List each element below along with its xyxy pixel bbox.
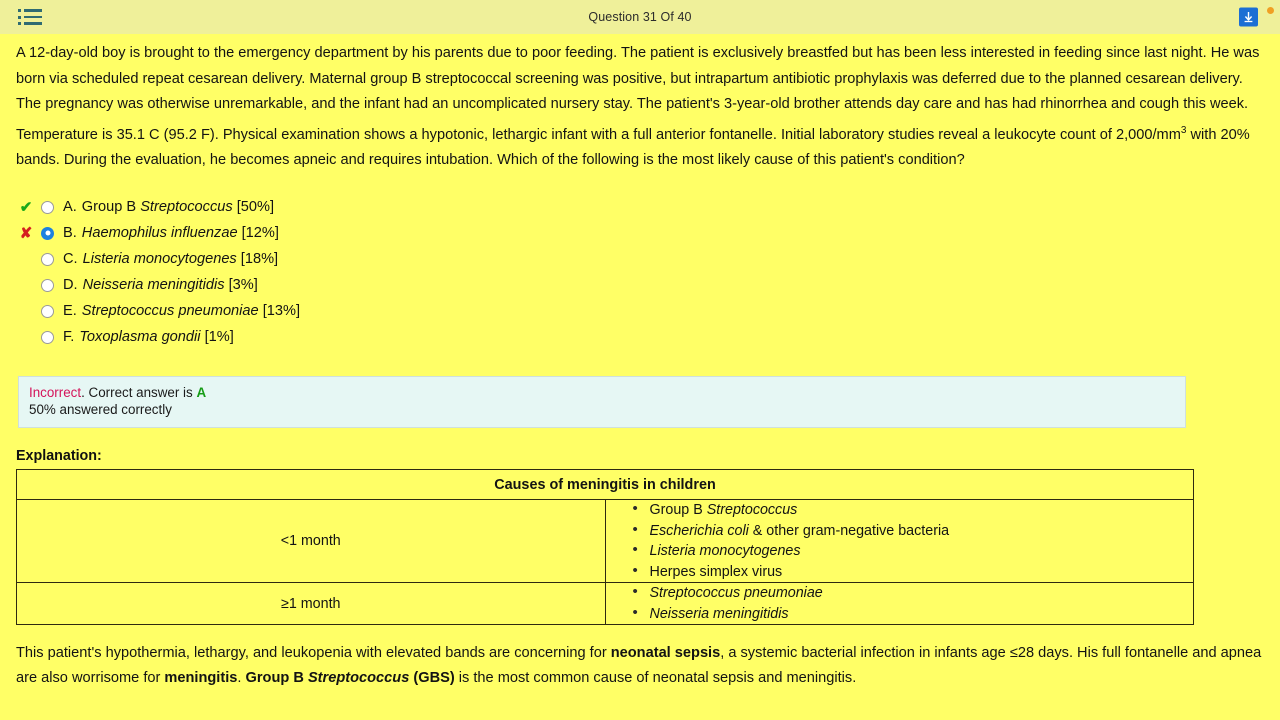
answer-choice-label xyxy=(63,303,300,319)
choice-letter: E. xyxy=(63,303,77,320)
answer-choice-label xyxy=(63,251,278,267)
result-correct-letter: A xyxy=(196,385,207,401)
result-feedback-box xyxy=(18,376,1186,428)
choice-percent: [3%] xyxy=(224,277,258,294)
menu-dot xyxy=(18,22,21,25)
choice-percent: [1%] xyxy=(200,329,234,346)
radio-d[interactable] xyxy=(41,279,54,292)
closing-bold-neonatal-sepsis: neonatal sepsis xyxy=(610,645,721,662)
answer-choice-label xyxy=(63,277,258,293)
pathogen-list xyxy=(606,500,1194,582)
result-stat: 50% answered correctly xyxy=(29,402,172,418)
age-group-cell: ≥1 month xyxy=(17,583,606,625)
menu-bar xyxy=(24,9,42,12)
stem-superscript: 3 xyxy=(1180,124,1187,136)
answer-choice-c[interactable] xyxy=(16,246,1264,272)
answer-choice-label xyxy=(63,329,234,345)
closing-seg-4: is the most common cause of neonatal sepsis and meningitis. xyxy=(454,670,857,687)
pathogen-text-organism: Escherichia coli xyxy=(649,522,749,539)
radio-f[interactable] xyxy=(41,331,54,344)
question-stem xyxy=(16,34,1264,173)
list-item xyxy=(650,562,1194,583)
list-item xyxy=(650,604,1194,625)
closing-seg-2: , a systemic bacterial infection in infants age ≤28 days. His full fontanelle and apnea are also worrisome for xyxy=(16,645,1262,687)
menu-bar xyxy=(24,22,42,25)
radio-c[interactable] xyxy=(41,253,54,266)
question-content xyxy=(0,34,1280,691)
answer-choice-f[interactable] xyxy=(16,324,1264,350)
stem-part-1: A 12-day-old boy is brought to the emergency department by his parents due to poor feeding. The patient is exclusively breastfed but has been less interested in feeding since last night. He was born via scheduled repeat cesarean delivery. Maternal group B streptococcal screening was positive, but intrapartum antibiotic prophylaxis was deferred due to the planned cesarean delivery. The pregnancy was otherwise unremarkable, and the infant had an uncomplicated nursery stay. The patient's 3-year-old brother attends day care and has had rhinorrhea and cough this week. Temperature is 35.1 C (95.2 F). Physical examination shows a hypotonic, lethargic infant with a full anterior fontanelle. Initial laboratory studies reveal a leukocyte count of 2,000/mm xyxy=(16,45,1260,143)
closing-bold-gbs: (GBS) xyxy=(409,670,455,687)
incorrect-cross-icon: ✘ xyxy=(19,225,33,243)
closing-bold-meningitis: meningitis xyxy=(164,670,238,687)
choice-letter: D. xyxy=(63,277,78,294)
choice-text-organism: Haemophilus influenzae xyxy=(81,225,238,242)
causes-table xyxy=(16,469,1194,625)
choice-letter: A. xyxy=(63,199,77,216)
choice-letter: C. xyxy=(63,251,78,268)
pathogen-text-organism: Streptococcus pneumoniae xyxy=(649,585,823,602)
table-row xyxy=(17,500,1194,583)
choice-letter: F. xyxy=(63,329,75,346)
list-item xyxy=(650,583,1194,604)
explanation-label: Explanation: xyxy=(16,448,102,465)
closing-seg-3: . xyxy=(237,670,246,687)
choice-text-plain: Group B xyxy=(81,199,141,216)
pathogen-text-organism: Streptococcus xyxy=(706,502,798,519)
choice-percent: [50%] xyxy=(232,199,275,216)
table-row xyxy=(17,583,1194,625)
list-menu-icon[interactable] xyxy=(18,9,42,25)
menu-dot xyxy=(18,16,21,19)
answer-choice-label xyxy=(63,199,274,215)
list-item xyxy=(650,521,1194,542)
closing-paragraph xyxy=(16,641,1264,691)
choice-letter: B. xyxy=(63,225,77,242)
choice-percent: [18%] xyxy=(236,251,279,268)
radio-e[interactable] xyxy=(41,305,54,318)
answer-choices xyxy=(16,194,1264,350)
stem-part-2: with 20% bands. During the evaluation, he becomes apneic and requires intubation. Which of the following is the most likely cause of this patient's condition? xyxy=(16,126,1250,168)
answer-choice-a[interactable] xyxy=(16,194,1264,220)
answer-choice-label xyxy=(63,225,279,241)
menu-bar xyxy=(24,16,42,19)
pathogen-text-organism: Neisseria meningitidis xyxy=(649,605,789,622)
result-line xyxy=(29,384,1175,401)
pathogen-text-plain: Group B xyxy=(649,502,707,519)
list-item xyxy=(650,500,1194,521)
radio-a[interactable] xyxy=(41,201,54,214)
pathogen-list-cell xyxy=(605,500,1194,583)
correct-check-icon: ✔ xyxy=(19,199,33,217)
closing-bold-group-b: Group B xyxy=(245,670,308,687)
choice-text-organism: Neisseria meningitidis xyxy=(82,277,225,294)
top-bar xyxy=(0,0,1280,34)
pathogen-text-after: & other gram-negative bacteria xyxy=(748,522,950,539)
choice-text-organism: Streptococcus xyxy=(140,199,233,216)
answer-choice-b[interactable] xyxy=(16,220,1264,246)
result-status: Incorrect xyxy=(29,385,82,401)
table-title: Causes of meningitis in children xyxy=(17,470,1194,500)
pathogen-text-organism: Listeria monocytogenes xyxy=(649,543,801,560)
answer-choice-d[interactable] xyxy=(16,272,1264,298)
choice-text-organism: Streptococcus pneumoniae xyxy=(81,303,259,320)
menu-dot xyxy=(18,9,21,12)
choice-text-organism: Toxoplasma gondii xyxy=(79,329,201,346)
table-header-row xyxy=(17,470,1194,500)
closing-seg-1: This patient's hypothermia, lethargy, and leukopenia with elevated bands are concerning for xyxy=(16,645,611,662)
answer-choice-e[interactable] xyxy=(16,298,1264,324)
pathogen-text-plain: Herpes simplex virus xyxy=(649,563,783,580)
pathogen-list-cell xyxy=(605,583,1194,625)
choice-percent: [13%] xyxy=(258,303,301,320)
download-icon[interactable] xyxy=(1239,8,1258,27)
radio-b[interactable] xyxy=(41,227,54,240)
list-item xyxy=(650,541,1194,562)
choice-percent: [12%] xyxy=(237,225,279,242)
age-group-cell: <1 month xyxy=(17,500,606,583)
question-counter: Question 31 Of 40 xyxy=(588,10,692,24)
result-correct-prefix: . Correct answer is xyxy=(81,385,197,401)
closing-bold-italic-streptococcus: Streptococcus xyxy=(307,670,410,687)
choice-text-organism: Listeria monocytogenes xyxy=(82,251,237,268)
pathogen-list xyxy=(606,583,1194,624)
notification-dot xyxy=(1267,7,1274,14)
